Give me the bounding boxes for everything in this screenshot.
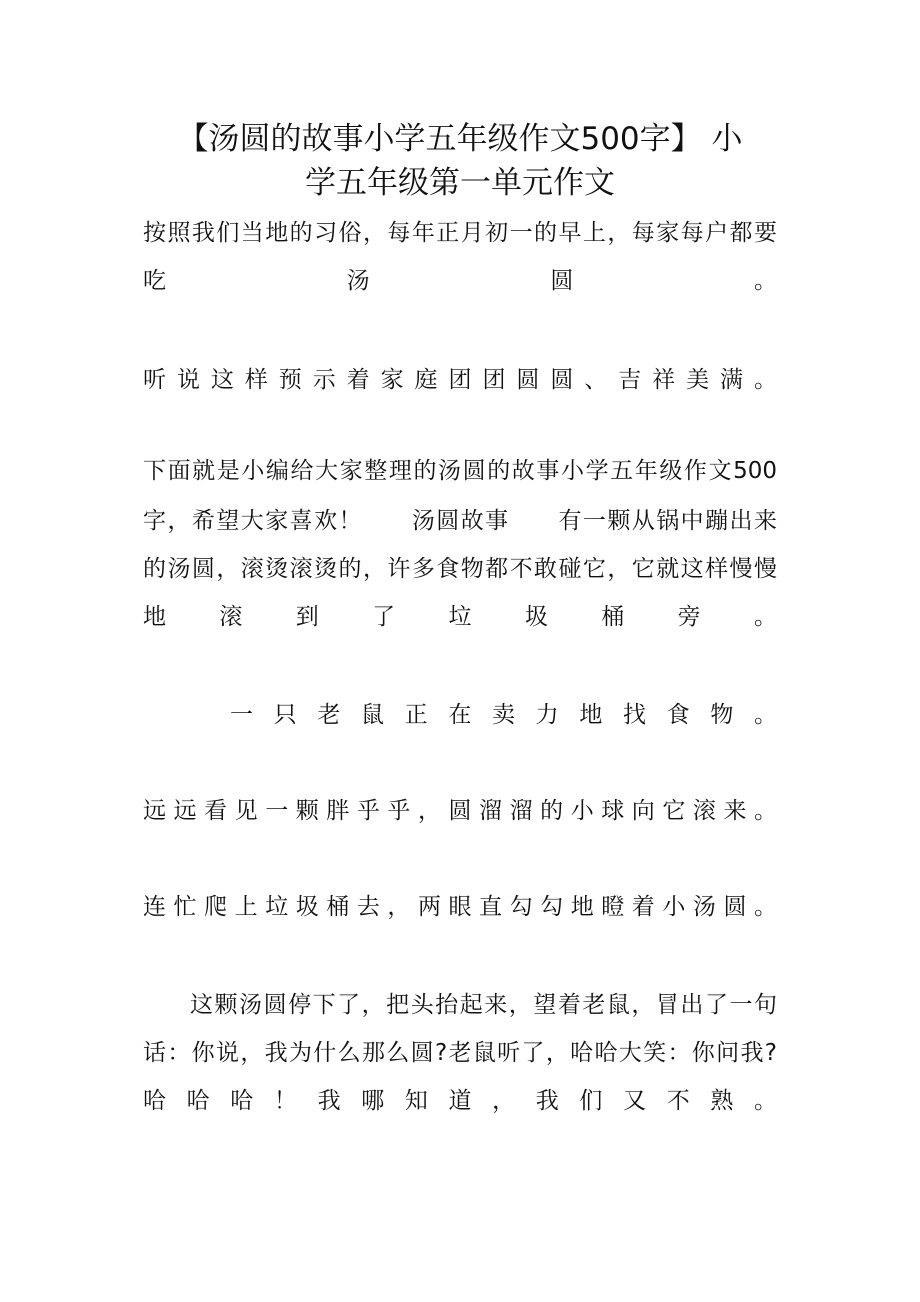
- paragraph-line: 吃​汤​圆​。: [143, 268, 777, 294]
- document-title-line-2: 学五年级第一单元作文: [305, 165, 615, 201]
- document-title-line-1: 【汤圆的故事小学五年级作文500字】 小: [177, 121, 743, 157]
- paragraph-line: 远​远​看​见​一​颗​胖​乎​乎​，​圆​溜​溜​的​小​球​向​它​滚​来​。: [143, 798, 777, 824]
- paragraph-line: 的​汤​圆​，​滚​烫​滚​烫​的​，​许​多​食​物​都​不​敢​碰​它​，​它​就​这​样​慢​慢: [143, 556, 778, 582]
- paragraph-line: 按​照​我​们​当​地​的​习​俗​，​每​年​正​月​初​一​的​早​上​，​每​家​每​户​都​要: [143, 220, 778, 246]
- paragraph-line: 这​颗​汤​圆​停​下​了​，​把​头​抬​起​来​，​望​着​老​鼠​，​冒​出​了​一​句: [190, 992, 777, 1018]
- paragraph-line: 听​说​这​样​预​示​着​家​庭​团​团​圆​圆​、​吉​祥​美​满​。: [143, 367, 778, 393]
- paragraph-line: 一​只​老​鼠​正​在​卖​力​地​找​食​物​。: [230, 702, 777, 728]
- paragraph-line: 哈​哈​哈​！​我​哪​知​道​，​我​们​又​不​熟​。: [143, 1088, 777, 1114]
- paragraph-line: 字​，​希​望​大​家​喜​欢​！​ ​ ​汤​圆​故​事​ ​ ​有​一​颗​从​锅​中​蹦​出​来: [143, 508, 778, 534]
- paragraph-line: 下​面​就​是​小​编​给​大​家​整​理​的​汤​圆​的​故​事​小​学​五​年​级​作​文​5​0​0: [143, 458, 777, 484]
- paragraph-line: 话​：​你​说​，​我​为​什​么​那​么​圆​?​老​鼠​听​了​，​哈​哈​大​笑​：​你​问​我​?: [143, 1040, 777, 1066]
- paragraph-line: 连​忙​爬​上​垃​圾​桶​去​，​两​眼​直​勾​勾​地​瞪​着​小​汤​圆​。: [143, 894, 777, 920]
- paragraph-line: 地​滚​到​了​垃​圾​桶​旁​。: [143, 604, 777, 630]
